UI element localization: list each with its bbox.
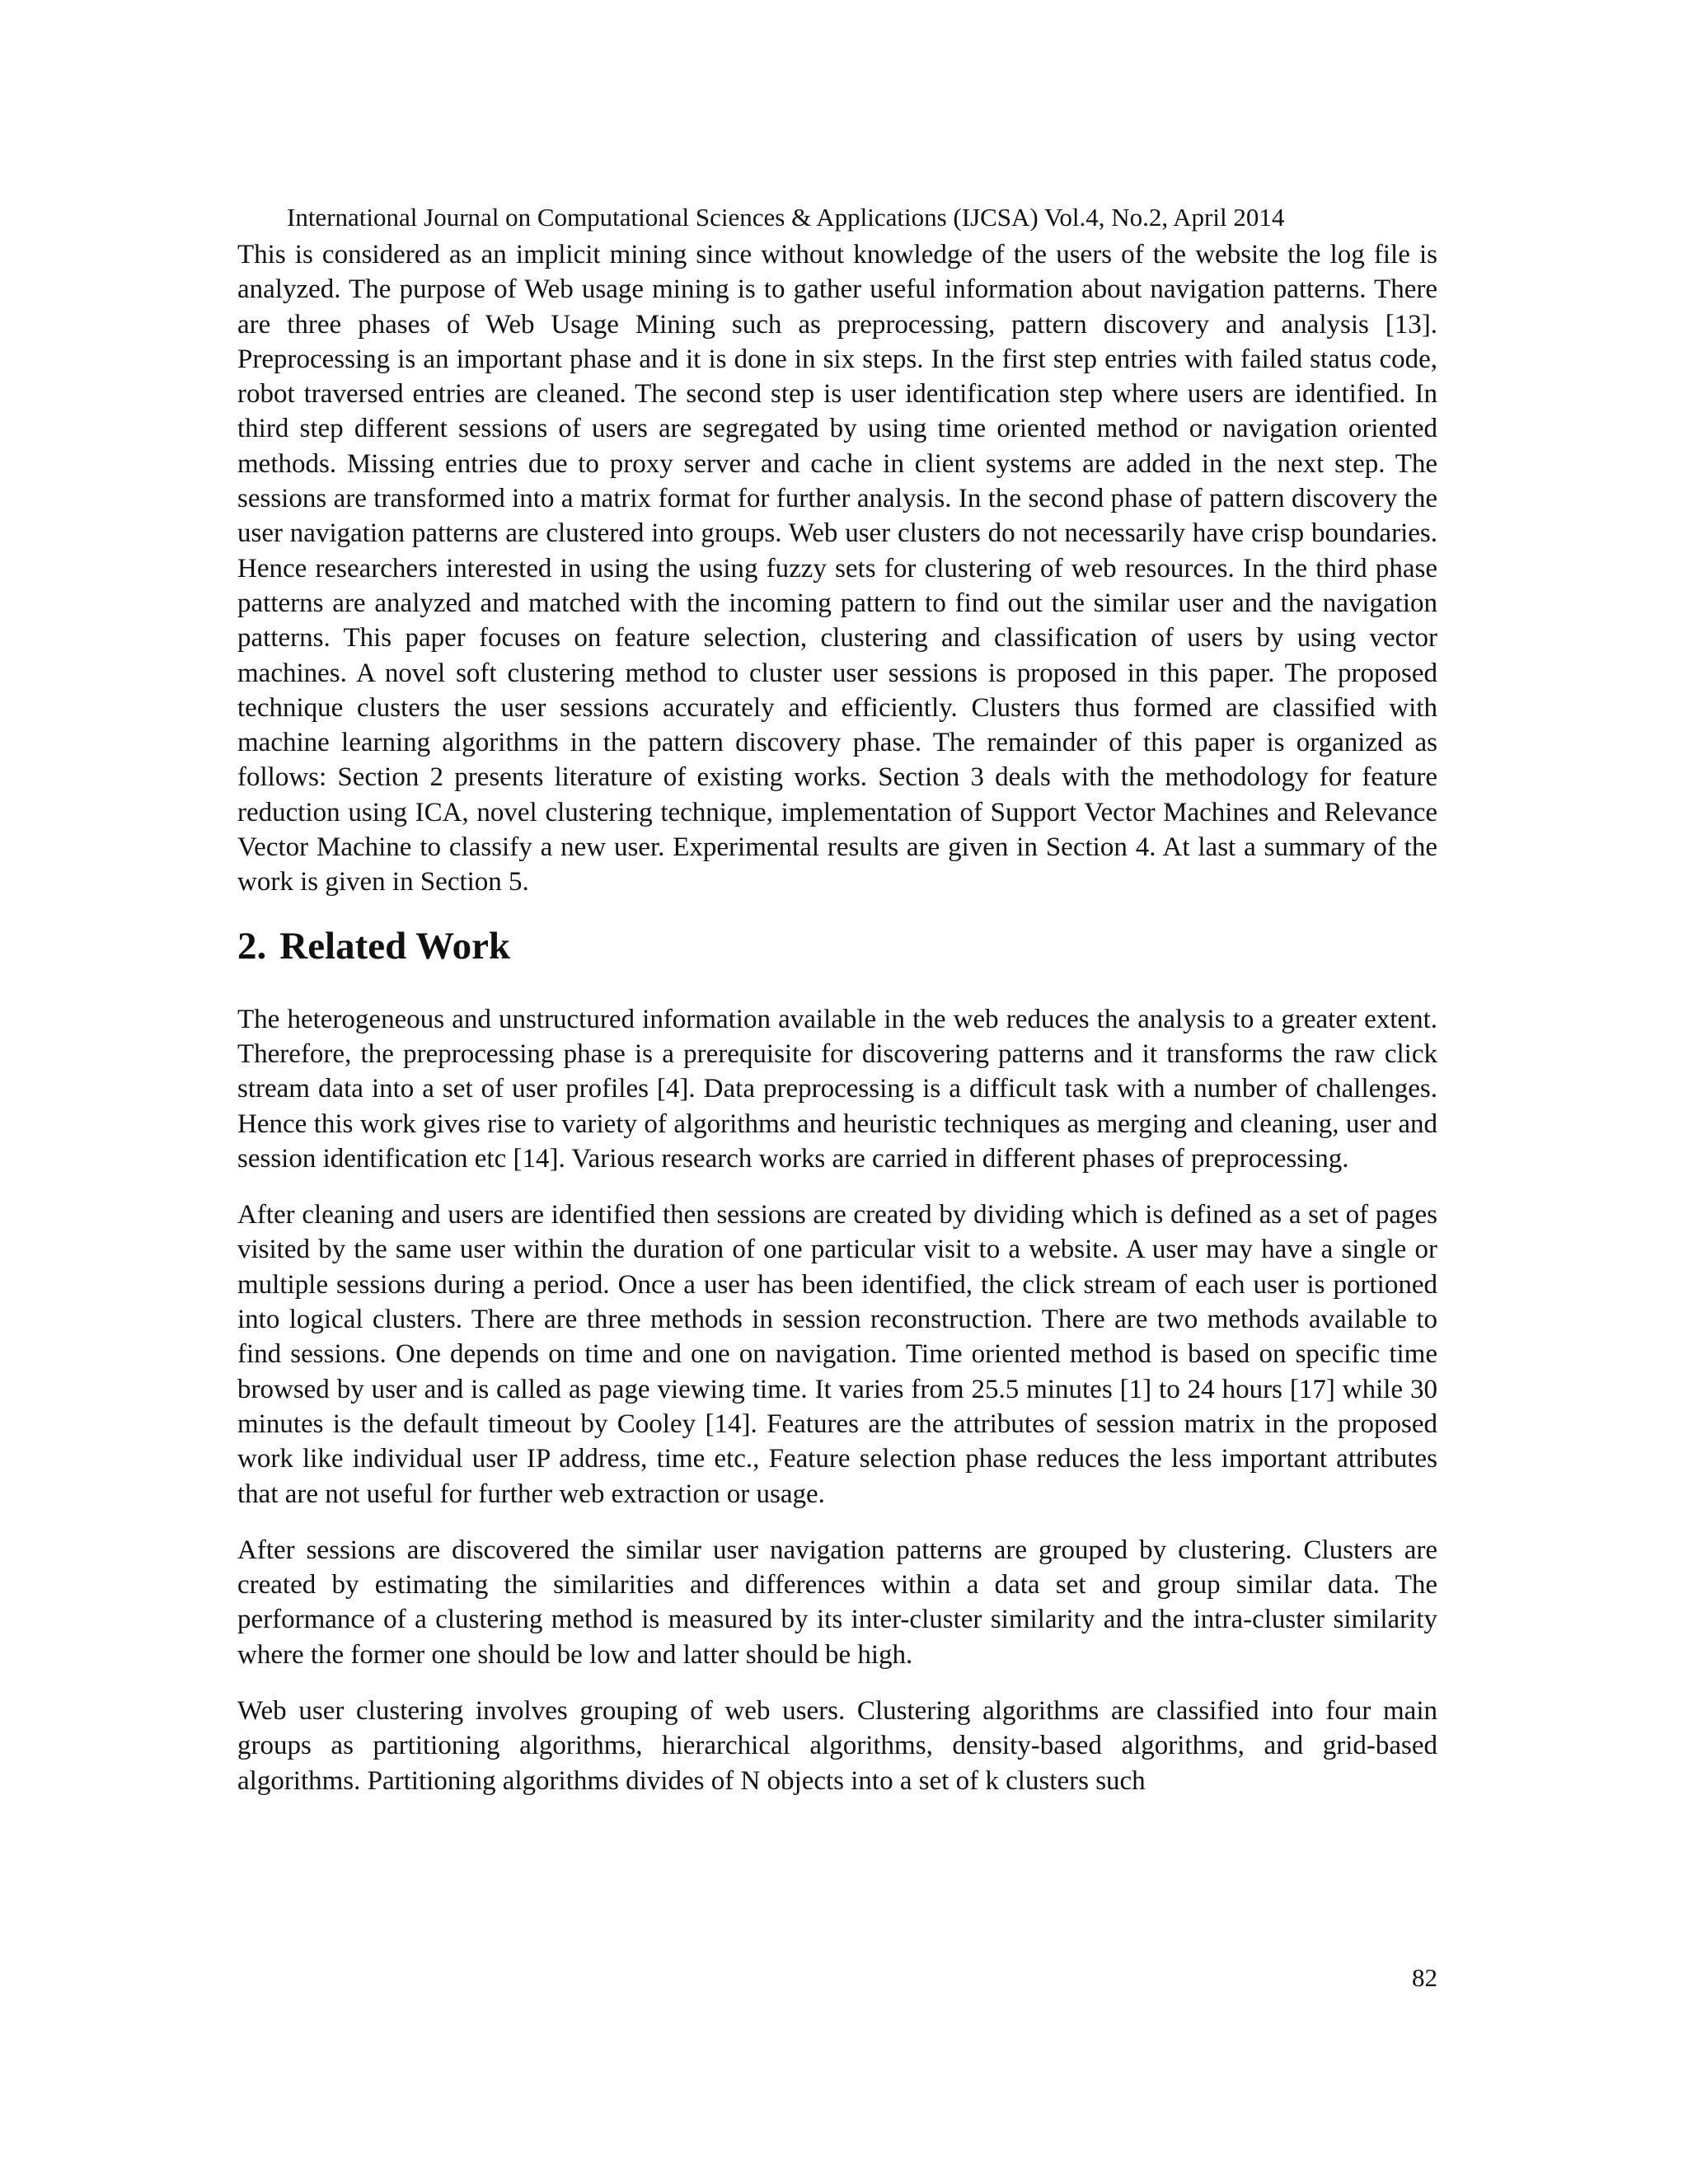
related-work-paragraph-4: Web user clustering involves grouping of web users. Clustering algorithms are classified into four main groups as partitioning algorithms, hierarchical algorithms, density-based algorithms, and grid-based algorithms. Partitioning algorithms divides of N objects into a set of k clusters such: [237, 1695, 1437, 1796]
section-title: Related Work: [279, 924, 511, 968]
related-work-paragraph-2: After cleaning and users are identified then sessions are created by dividing which is defined as a set of pages visited by the same user within the duration of one particular visit to a website. A user may have a single or multiple sessions during a period. Once a user has been identified, the click stream of each user is portioned into logical clusters. There are three methods in session reconstruction. There are two methods available to find sessions. One depends on time and one on navigation. Time oriented method is based on specific time browsed by user and is called as page viewing time. It varies from 25.5 minutes [1] to 24 hours [17] while 30 minutes is the default timeout by Cooley [14]. Features are the attributes of session matrix in the proposed work like individual user IP address, time etc., Feature selection phase reduces the less important attributes that are not useful for further web extraction or usage.: [237, 1200, 1437, 1509]
page-number: 82: [1412, 1963, 1437, 1992]
related-work-paragraph-1: The heterogeneous and unstructured information available in the web reduces the analysis to a greater extent. Therefore, the preprocessing phase is a prerequisite for discovering patterns and it transforms the raw click stream data into a set of user profiles [4]. Data preprocessing is a difficult task with a number of challenges. Hence this work gives rise to variety of algorithms and heuristic techniques as merging and cleaning, user and session identification etc [14]. Various research works are carried in different phases of preprocessing.: [237, 1004, 1437, 1174]
intro-paragraph: This is considered as an implicit mining since without knowledge of the users of the website the log file is analyzed. The purpose of Web usage mining is to gather useful information about navigation patterns. There are three phases of Web Usage Mining such as preprocessing, pattern discovery and analysis [13]. Preprocessing is an important phase and it is done in six steps. In the first step entries with failed status code, robot traversed entries are cleaned. The second step is user identification step where users are identified. In third step different sessions of users are segregated by using time oriented method or navigation oriented methods. Missing entries due to proxy server and cache in client systems are added in the next step. The sessions are transformed into a matrix format for further analysis. In the second phase of pattern discovery the user navigation patterns are clustered into groups. Web user clusters do not necessarily have crisp boundaries. Hence researchers interested in using the using fuzzy sets for clustering of web resources. In the third phase patterns are analyzed and matched with the incoming pattern to find out the similar user and the navigation patterns. This paper focuses on feature selection, clustering and classification of users by using vector machines. A novel soft clustering method to cluster user sessions is proposed in this paper. The proposed technique clusters the user sessions accurately and efficiently. Clusters thus formed are classified with machine learning algorithms in the pattern discovery phase. The remainder of this paper is organized as follows: Section 2 presents literature of existing works. Section 3 deals with the methodology for feature reduction using ICA, novel clustering technique, implementation of Support Vector Machines and Relevance Vector Machine to classify a new user. Experimental results are given in Section 4. At last a summary of the work is given in Section 5.: [237, 240, 1437, 898]
page-content: [237, 237, 1437, 1798]
related-work-paragraph-3: After sessions are discovered the similar user navigation patterns are grouped by clustering. Clusters are created by estimating the similarities and differences within a data set and group similar data. The performance of a clustering method is measured by its inter-cluster similarity and the intra-cluster similarity where the former one should be low and latter should be high.: [237, 1535, 1437, 1670]
running-header: International Journal on Computational Sciences & Applications (IJCSA) Vol.4, No.2, April 2014: [287, 203, 1285, 232]
section-heading: [237, 921, 1437, 971]
section-number: 2.: [237, 924, 267, 968]
